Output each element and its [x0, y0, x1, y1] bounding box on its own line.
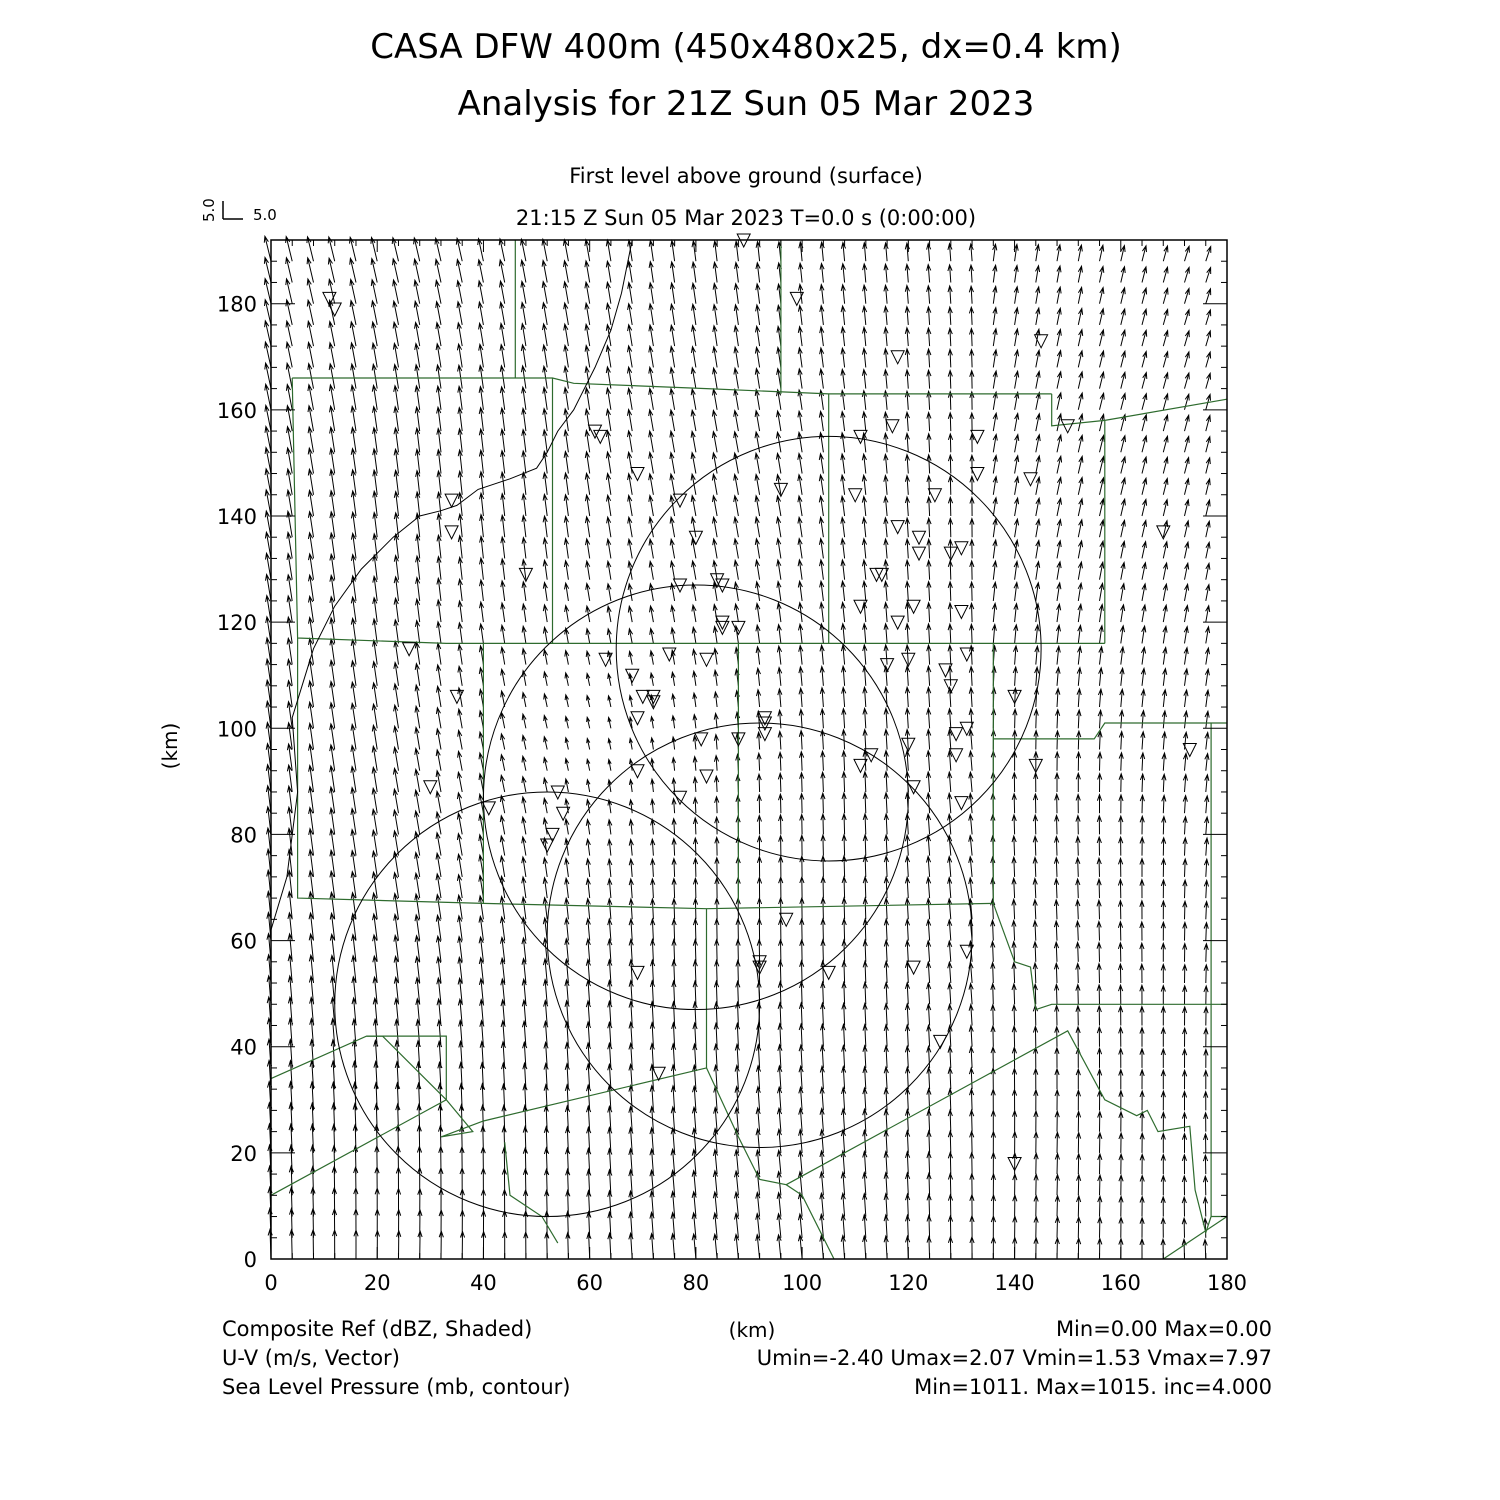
y-tick-label: 80: [230, 823, 257, 848]
x-tick-label: 100: [782, 1271, 823, 1295]
footer-field2-stats: Umin=-2.40 Umax=2.07 Vmin=1.53 Vmax=7.97: [756, 1346, 1272, 1370]
station-marker: [631, 765, 644, 778]
county-line-2: [298, 638, 994, 909]
x-tick-label: 180: [1206, 1271, 1248, 1295]
station-marker: [626, 669, 639, 682]
station-marker: [445, 526, 458, 539]
footer-field1-stats: Min=0.00 Max=0.00: [1055, 1317, 1272, 1341]
station-marker: [886, 420, 899, 433]
slp-contour-line: [271, 240, 632, 930]
station-marker: [700, 653, 713, 666]
x-tick-label: 160: [1100, 1271, 1141, 1295]
y-tick-label: 20: [230, 1141, 257, 1166]
vector-scale-key: [200, 198, 277, 224]
station-marker: [955, 797, 968, 810]
county-line-17: [707, 1068, 835, 1259]
vector-scale-u-label: 5.0: [253, 206, 277, 224]
station-marker: [913, 531, 926, 544]
station-marker: [907, 781, 920, 794]
plot-frame: [271, 240, 1227, 1259]
station-marker: [631, 468, 644, 481]
station-marker: [716, 616, 729, 629]
county-line-19: [1163, 1217, 1227, 1260]
x-tick-label: 140: [994, 1271, 1035, 1295]
station-marker: [891, 616, 904, 629]
station-marker: [891, 351, 904, 364]
station-marker: [780, 913, 793, 926]
station-marker: [1024, 473, 1037, 486]
x-tick-label: 60: [576, 1271, 604, 1295]
station-marker: [631, 966, 644, 979]
footer-field3-label: Sea Level Pressure (mb, contour): [222, 1375, 571, 1399]
station-marker: [732, 621, 745, 634]
station-marker: [403, 643, 416, 656]
y-axis-label: (km): [158, 722, 182, 770]
station-marker: [689, 531, 702, 544]
county-line-1: [292, 378, 1105, 643]
station-marker: [674, 494, 687, 507]
station-marker: [891, 521, 904, 534]
y-tick-label: 180: [216, 292, 257, 317]
county-line-14: [993, 903, 1227, 1009]
station-marker: [631, 712, 644, 725]
station-marker: [849, 489, 862, 502]
county-line-20: [505, 1142, 558, 1243]
station-marker: [955, 606, 968, 619]
footer-field3-stats: Min=1011. Max=1015. inc=4.000: [914, 1375, 1272, 1399]
x-tick-label: 40: [470, 1271, 497, 1295]
y-tick-label: 140: [216, 504, 257, 529]
footer-field2-label: U-V (m/s, Vector): [222, 1346, 400, 1370]
station-marker: [716, 621, 729, 634]
station-marker: [913, 547, 926, 560]
county-boundaries: [271, 240, 1227, 1259]
x-tick-label: 20: [363, 1271, 391, 1295]
y-tick-labels: [217, 293, 257, 1272]
x-tick-labels: [264, 1271, 1247, 1295]
axis-ticks: [271, 240, 1227, 1259]
county-line-15: [271, 909, 707, 1137]
vector-scale-v-label: 5.0: [200, 198, 218, 222]
time-subtitle: 21:15 Z Sun 05 Mar 2023 T=0.0 s (0:00:00): [515, 206, 977, 230]
station-marker: [822, 966, 835, 979]
station-marker: [589, 425, 602, 438]
x-tick-label: 120: [888, 1271, 929, 1295]
station-marker: [711, 574, 724, 587]
county-line-12: [993, 723, 1227, 739]
y-tick-label: 0: [243, 1248, 257, 1272]
station-marker: [424, 781, 437, 794]
station-marker: [700, 770, 713, 783]
y-tick-label: 120: [216, 611, 257, 636]
y-tick-label: 60: [230, 929, 257, 954]
chart-title-line1: CASA DFW 400m (450x480x25, dx=0.4 km): [370, 27, 1122, 67]
y-tick-label: 100: [216, 717, 257, 742]
x-tick-label: 80: [682, 1271, 710, 1295]
x-tick-label: 0: [264, 1271, 278, 1295]
station-marker: [907, 961, 920, 974]
county-line-7: [1052, 394, 1227, 426]
level-subtitle: First level above ground (surface): [569, 164, 923, 188]
station-marker: [1061, 420, 1074, 433]
x-axis-label: (km): [728, 1318, 776, 1342]
y-tick-label: 40: [230, 1035, 257, 1060]
y-tick-label: 160: [216, 398, 257, 423]
chart-title-line2: Analysis for 21Z Sun 05 Mar 2023: [457, 84, 1035, 124]
slp-contour: [271, 240, 632, 930]
footer-field1-label: Composite Ref (dBZ, Shaded): [222, 1317, 533, 1341]
